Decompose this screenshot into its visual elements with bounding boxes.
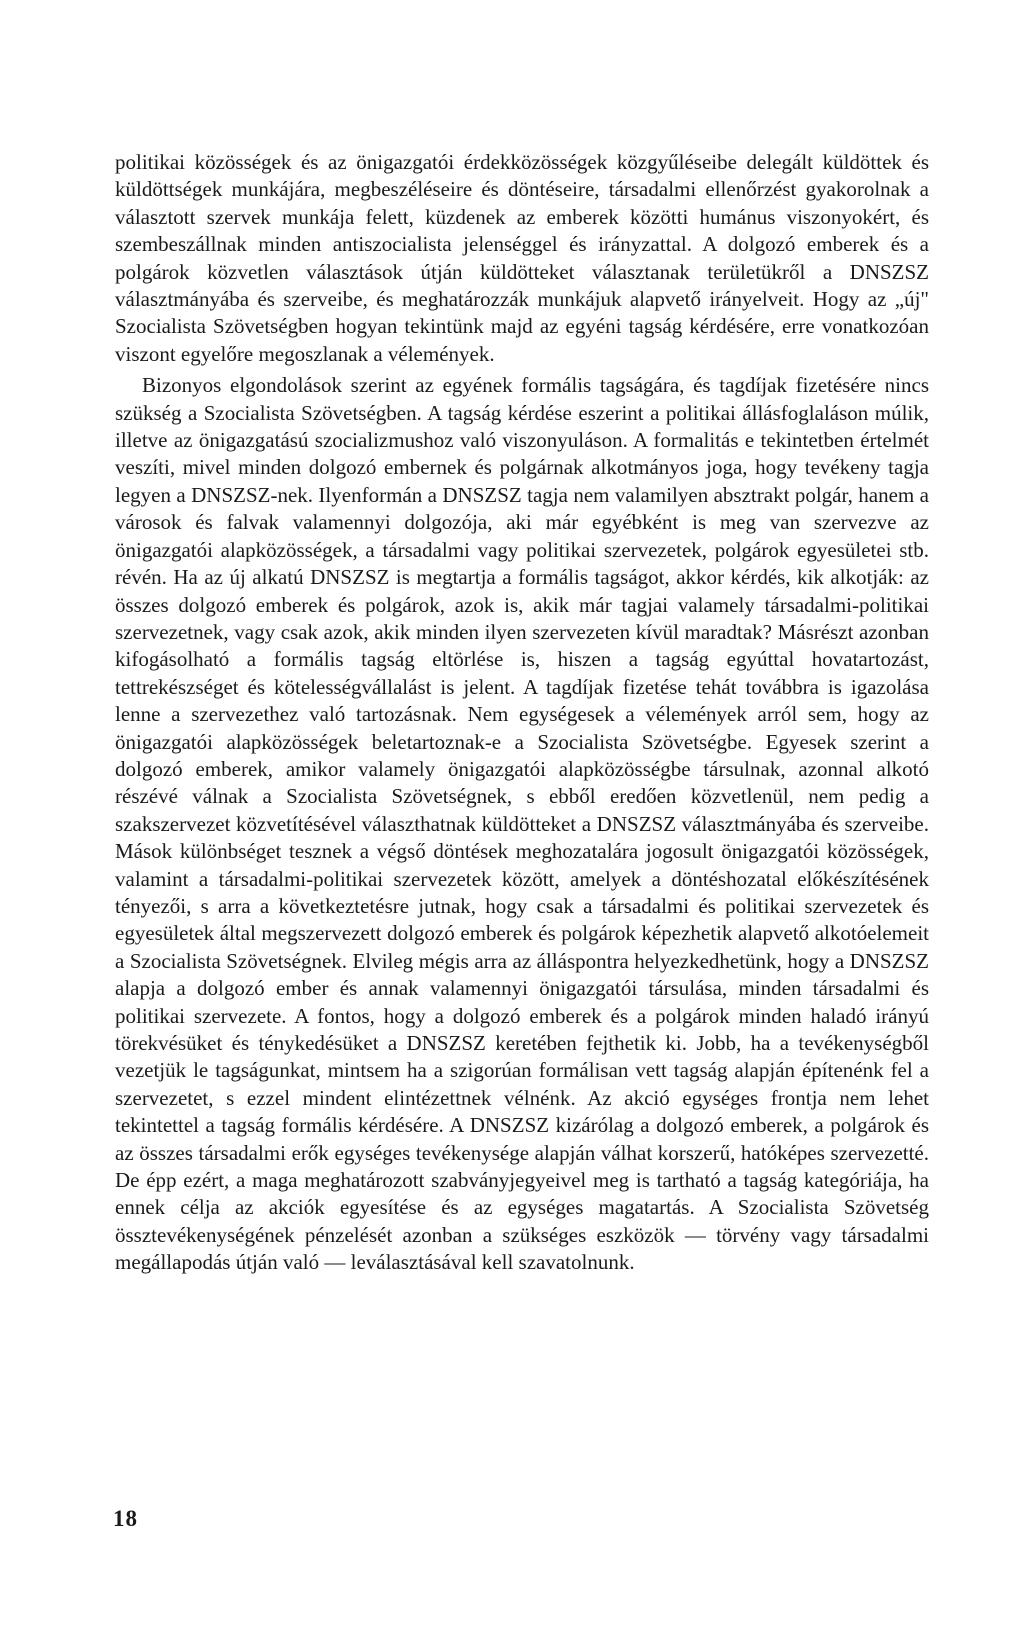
page-number: 18 [113,1506,138,1531]
paragraph: Bizonyos elgondolások szerint az egyének formális tagságára, és tagdíjak fizetésére nincs szükség a Szocialista Szövetségben. A tagság kérdése eszerint a politikai állásfoglaláson múlik, illetve az önigazgatású szocializmushoz való viszonyuláson. A formalitás e tekintetben értelmét veszíti, mivel minden dolgozó embernek és polgárnak alkotmányos joga, hogy tevékeny tagja legyen a DNSZSZ-nek. Ilyenformán a DNSZSZ tagja nem valamilyen absztrakt polgár, hanem a városok és falvak valamennyi dolgozója, aki már egyébként is meg van szervezve az önigazgatói alapközösségek, a társadalmi vagy politikai szervezetek, polgárok egyesületei stb. révén. Ha az új alkatú DNSZSZ is megtartja a formális tagságot, akkor kérdés, kik alkotják: az összes dolgozó emberek és polgárok, azok is, akik már tagjai valamely társadalmi-politikai szervezetnek, vagy csak azok, akik minden ilyen szervezeten kívül maradtak? Másrészt azonban kifogásolható a formális tagság eltörlése is, hiszen a tagság egyúttal hovatartozást, tettrekészséget és kötelességvállalást is jelent. A tagdíjak fizetése tehát továbbra is igazolása lenne a szervezethez való tartozásnak. Nem egységesek a vélemények arról sem, hogy az önigazgatói alapközösségek beletartoznak-e a Szocialista Szövetségbe. Egyesek szerint a dolgozó emberek, amikor valamely önigazgatói alapközösségbe társulnak, azonnal alkotó részévé válnak a Szocialista Szövetségnek, s ebből eredően közvetlenül, nem pedig a szakszervezet közvetítésével választhatnak küldötteket a DNSZSZ választmányába és szerveibe. Mások különbséget tesznek a végső döntések meghozatalára jogosult önigazgatói közösségek, valamint a társadalmi-politikai szervezetek között, amelyek a döntéshozatal előkészítésének tényezői, s arra a következtetésre jutnak, hogy csak a társadalmi és politikai szervezetek és egyesületek által megszervezett dolgozó emberek és polgárok képezhetik alapvető alkotóelemeit a Szocialista Szövetségnek. Elvileg mégis arra az álláspontra helyezkedhetünk, hogy a DNSZSZ alapja a dolgozó ember és annak valamennyi önigazgatói társulása, minden társadalmi és politikai szervezete. A fontos, hogy a dolgozó emberek és a polgárok minden haladó irányú törekvésüket és ténykedésüket a DNSZSZ keretében fejthetik ki. Jobb, ha a tevékenységből vezetjük le tagságunkat, mintsem ha a szigorúan formálisan vett tagság alapján építenénk fel a szervezetet, s ezzel mindent elintézettnek vélnénk. Az akció egységes frontja nem lehet tekintettel a tagság formális kérdésére. A DNSZSZ kizárólag a dolgozó emberek, a polgárok és az összes társadalmi erők egységes tevékenysége alapján válhat korszerű, hatóképes szervezetté. De épp ezért, a maga meghatározott szabványjegyeivel meg is tartható a tagság kategóriája, ha ennek célja az akciók egyesítése és az egységes magatartás. A Szocialista Szövetség össztevékenységének pénzelését azonban a szükséges eszközök — törvény vagy társadalmi megállapodás útján való — leválasztásával kell szavatolnunk. [115,373,929,1275]
page-body [115,149,929,1277]
paragraph-continued: politikai közösségek és az önigazgatói érdekközösségek közgyűléseibe delegált küldöttek és küldöttségek munkájára, megbeszéléseire és döntéseire, társadalmi ellenőrzést gyakorolnak a választott szervek munkája felett, küzdenek az emberek közötti humánus viszonyokért, és szembeszállnak minden antiszocialista jelenséggel és irányzattal. A dolgozó emberek és a polgárok közvetlen választások útján küldötteket választanak területükről a DNSZSZ választmányába és szerveibe, és meghatározzák munkájuk alapvető irányelveit. Hogy az „új" Szocialista Szövetségben hogyan tekintünk majd az egyéni tagság kérdésére, erre vonatkozóan viszont egyelőre megoszlanak a vélemények. [115,150,929,366]
